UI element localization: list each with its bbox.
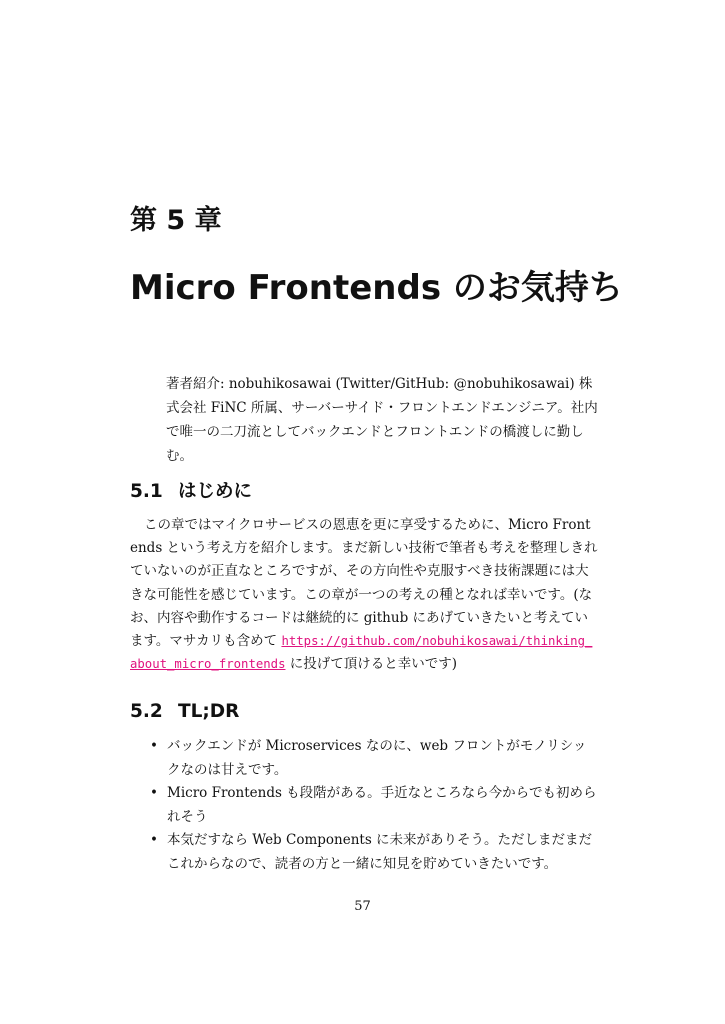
chapter-title: Micro Frontends のお気持ち bbox=[130, 268, 623, 308]
bullet-icon: • bbox=[150, 832, 158, 848]
list-item bbox=[130, 782, 598, 829]
list-item bbox=[130, 829, 598, 876]
author-intro: 著者紹介: nobuhikosawai (Twitter/GitHub: @nobuhikosawai) 株式会社 FiNC 所属、サーバーサイド・フロントエンドエンジニア。社内で唯一の二刀流としてバックエンドとフロントエンドの橋渡しに勤しむ。 bbox=[166, 376, 598, 464]
section-title: はじめに bbox=[178, 481, 253, 502]
introduction-paragraph bbox=[130, 514, 598, 676]
list-item-text: Micro Frontends も段階がある。手近なところなら今からでも初められそう bbox=[167, 785, 597, 825]
section-title: TL;DR bbox=[178, 701, 240, 722]
chapter-label: 第 5 章 bbox=[130, 205, 222, 236]
list-item-text: 本気だすなら Web Components に未来がありそう。ただしまだまだこれからなので、読者の方と一緒に知見を貯めていきたいです。 bbox=[167, 832, 593, 872]
section-number: 5.1 bbox=[130, 481, 163, 502]
bullet-icon: • bbox=[150, 785, 158, 801]
section-heading-tldr bbox=[130, 699, 239, 725]
list-item bbox=[130, 735, 598, 782]
list-item-text: バックエンドが Microservices なのに、web フロントがモノリシックなのは甘えです。 bbox=[167, 738, 587, 778]
paragraph-text: この章ではマイクロサービスの恩恵を更に享受するために、Micro Frontends という考え方を紹介します。まだ新しい技術で筆者も考えを整理しきれていないのが正直なところですが、その方向性や克服すべき技術課題には大きな可能性を感じています。この章が一つの考えの種となれば幸いです。(なお、内容や動作するコードは継続的に github にあげていきたいと考えています。マサカリも含めて bbox=[130, 517, 598, 650]
github-repo-link[interactable]: https://github.com/nobuhikosawai/thinking_about_micro_frontends bbox=[130, 634, 593, 672]
bullet-icon: • bbox=[150, 738, 158, 754]
section-heading-introduction bbox=[130, 479, 252, 505]
section-number: 5.2 bbox=[130, 701, 163, 722]
tldr-bullet-list bbox=[130, 735, 598, 876]
page-number: 57 bbox=[354, 899, 371, 914]
paragraph-text-end: に投げて頂けると幸いです) bbox=[285, 656, 458, 673]
